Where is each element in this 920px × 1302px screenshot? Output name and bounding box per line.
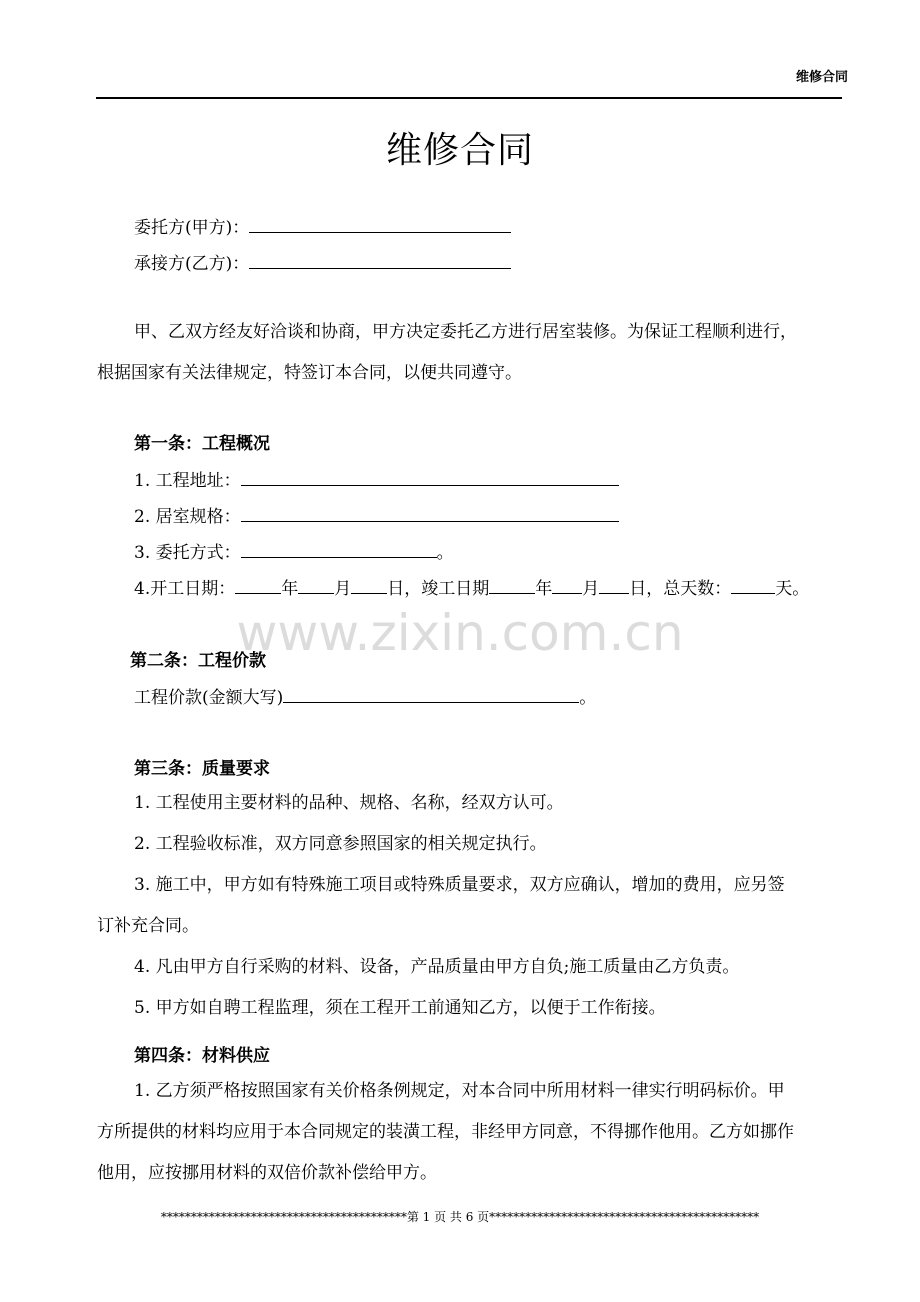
article4-heading: 第四条：材料供应 bbox=[134, 1046, 270, 1066]
month-label: 月 bbox=[334, 579, 352, 599]
total-days-blank[interactable] bbox=[731, 577, 775, 594]
article1-item4 bbox=[134, 577, 809, 600]
article3-item5: 5. 甲方如自聘工程监理，须在工程开工前通知乙方，以便于工作衔接。 bbox=[134, 998, 666, 1018]
article3-item3-line2: 订补充合同。 bbox=[97, 916, 199, 936]
contractor-line bbox=[134, 252, 511, 275]
header-rule bbox=[96, 97, 842, 99]
total-days-label: 日，总天数： bbox=[629, 579, 732, 599]
end-day-blank[interactable] bbox=[599, 577, 629, 594]
start-day-blank[interactable] bbox=[351, 577, 387, 594]
article1-item1 bbox=[134, 469, 619, 492]
client-label: 委托方(甲方)： bbox=[134, 218, 250, 238]
article3-item4: 4. 凡由甲方自行采购的材料、设备，产品质量由甲方自负;施工质量由乙方负责。 bbox=[134, 957, 740, 977]
article4-item1-line1: 1. 乙方须严格按照国家有关价格条例规定，对本合同中所用材料一律实行明码标价。甲 bbox=[134, 1081, 785, 1101]
contractor-label: 承接方(乙方)： bbox=[134, 254, 250, 274]
running-header: 维修合同 bbox=[795, 70, 848, 85]
article3-heading: 第三条：质量要求 bbox=[134, 759, 270, 779]
intro-line-2: 根据国家有关法律规定，特签订本合同，以便共同遵守。 bbox=[97, 363, 522, 383]
address-blank[interactable] bbox=[241, 469, 619, 486]
end-date-label: 日，竣工日期 bbox=[387, 579, 490, 599]
article1-item2 bbox=[134, 505, 619, 528]
commission-end: 。 bbox=[436, 543, 454, 563]
year-label: 年 bbox=[281, 579, 299, 599]
client-blank[interactable] bbox=[249, 216, 511, 233]
end-year-blank[interactable] bbox=[489, 577, 535, 594]
room-spec-label: 2. 居室规格： bbox=[134, 507, 241, 527]
article3-item3-line1: 3. 施工中，甲方如有特殊施工项目或特殊质量要求，双方应确认，增加的费用，应另签 bbox=[134, 875, 785, 895]
intro-line-1: 甲、乙双方经友好洽谈和协商，甲方决定委托乙方进行居室装修。为保证工程顺利进行， bbox=[134, 322, 797, 342]
page-title: 维修合同 bbox=[385, 130, 534, 171]
article3-body bbox=[97, 783, 857, 1029]
article2-heading: 第二条：工程价款 bbox=[130, 651, 266, 671]
days-label: 天。 bbox=[775, 579, 810, 599]
article3-item1: 1. 工程使用主要材料的品种、规格、名称，经双方认可。 bbox=[134, 793, 564, 813]
end-month-blank[interactable] bbox=[552, 577, 582, 594]
price-end: 。 bbox=[579, 688, 597, 708]
intro-paragraph bbox=[97, 312, 857, 394]
client-line bbox=[134, 216, 511, 239]
commission-blank[interactable] bbox=[241, 541, 437, 558]
start-month-blank[interactable] bbox=[298, 577, 334, 594]
article4-body bbox=[97, 1071, 857, 1194]
month-label-2: 月 bbox=[582, 579, 600, 599]
article1-item3 bbox=[134, 541, 454, 564]
contractor-blank[interactable] bbox=[249, 252, 511, 269]
room-spec-blank[interactable] bbox=[241, 505, 619, 522]
article2-price bbox=[134, 686, 596, 709]
watermark: www.zixin.com.cn bbox=[236, 604, 684, 662]
article4-item1-line3: 他用，应按挪用材料的双倍价款补偿给甲方。 bbox=[97, 1163, 437, 1183]
commission-label: 3. 委托方式： bbox=[134, 543, 241, 563]
price-blank[interactable] bbox=[283, 686, 579, 703]
article4-item1-line2: 方所提供的材料均应用于本合同规定的装潢工程，非经甲方同意，不得挪作他用。乙方如挪作 bbox=[97, 1122, 794, 1142]
article1-heading: 第一条：工程概况 bbox=[134, 434, 270, 454]
price-label: 工程价款(金额大写) bbox=[134, 688, 284, 708]
start-year-blank[interactable] bbox=[235, 577, 281, 594]
year-label-2: 年 bbox=[535, 579, 553, 599]
address-label: 1. 工程地址： bbox=[134, 471, 241, 491]
start-date-label: 4.开工日期： bbox=[134, 579, 236, 599]
article3-item2: 2. 工程验收标准，双方同意参照国家的相关规定执行。 bbox=[134, 834, 547, 854]
page-footer: *****************************************第 1 页 共 6 页********************************************* bbox=[160, 1210, 760, 1224]
